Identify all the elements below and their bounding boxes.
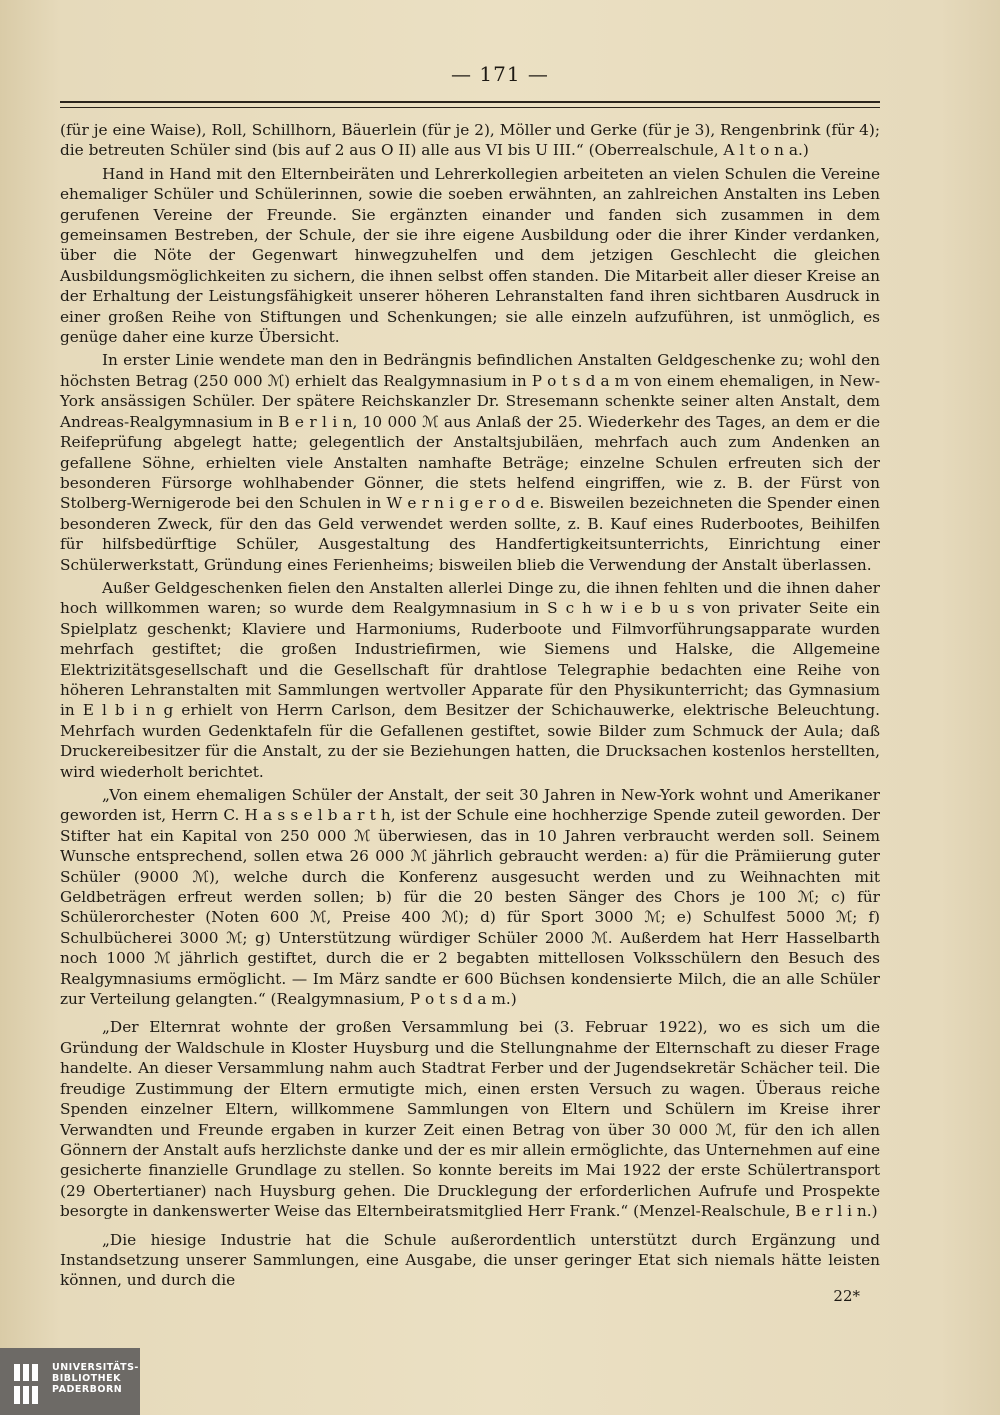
header-rule-thick <box>60 101 880 103</box>
paragraph-5: „Von einem ehemaligen Schüler der Anstalt, der seit 30 Jahren in New-York wohnt und Amerikaner geworden ist, Herrn C. H a s s e l b a r t h, ist der Schule eine hochherzige Spende zuteil geworden. Der Stifter hat ein Kapital von 250 000 ℳ überwiesen, das in 10 Jahren verbraucht werden soll. Seinem Wunsche entsprechend, sollen etwa 26 000 ℳ jährlich gebraucht werden: a) für die Prämiierung guter Schüler (9000 ℳ), welche durch die Konferenz ausgesucht werden und zu Weihnachten mit Geldbeträgen erfreut werden sollen; b) für die 20 besten Sänger des Chors je 100 ℳ; c) für Schülerorchester (Noten 600 ℳ, Preise 400 ℳ); d) für Sport 3000 ℳ; e) Schulfest 5000 ℳ; f) Schulbücherei 3000 ℳ; g) Unterstützung würdiger Schüler 2000 ℳ. Außerdem hat Herr Hasselbarth noch 1000 ℳ jährlich gestiftet, durch die er 2 begabten mittellosen Volksschülern den Besuch des Realgymnasiums ermöglicht. — Im März sandte er 600 Büchsen kondensierte Milch, die an alle Schüler zur Verteilung gelangten.“ (Realgymnasium, P o t s d a m.) <box>60 786 880 1009</box>
paragraph-6: „Der Elternrat wohnte der großen Versammlung bei (3. Februar 1922), wo es sich um die Gründung der Waldschule in Kloster Huysburg und die Stellungnahme der Elternschaft zu dieser Frage handelte. An dieser Versammlung nahm auch Stadtrat Ferber und der Jugendsekretär Schächer teil. Die freudige Zustimmung der Eltern ermutigte mich, einen ersten Versuch zu wagen. Überaus reiche Spenden einzelner Eltern, willkommene Sammlungen von Eltern und Schülern im Kreise ihrer Verwandten und Freunde ergaben in kurzer Zeit einen Betrag von über 30 000 ℳ, für den ich allen Gönnern der Anstalt aufs herzlichste danke und der es mir allein ermöglichte, das Unternehmen auf eine gesicherte finanzielle Grundlage zu stellen. So konnte bereits im Mai 1922 der erste Schülertransport (29 Obertertianer) nach Huysburg gehen. Die Drucklegung der erforderlichen Aufrufe und Prospekte besorgte in dankenswerter Weise das Elternbeiratsmitglied Herr Frank.“ (Menzel-Realschule, B e r l i n.) <box>60 1018 880 1221</box>
paragraph-2: Hand in Hand mit den Elternbeiräten und Lehrerkollegien arbeiteten an vielen Schulen die Vereine ehemaliger Schüler und Schülerinnen, sowie die soeben erwähnten, an zahlreichen Anstalten ins Leben gerufenen Vereine der Freunde. Sie ergänzten einander und fanden sich zusammen in dem gemeinsamen Bestreben, der Schule, der sie ihre eigene Ausbildung oder die ihrer Kinder verdanken, über die Nöte der Gegenwart hinwegzuhelfen und dem jetzigen Geschlecht die gleichen Ausbildungsmöglichkeiten zu sichern, die ihnen selbst offen standen. Die Mitarbeit aller dieser Kreise an der Erhaltung der Leistungsfähigkeit unserer höheren Lehranstalten fand ihren sichtbaren Ausdruck in einer großen Reihe von Stiftungen und Schenkungen; sie alle einzeln aufzuführen, ist unmöglich, es genüge daher eine kurze Übersicht. <box>60 164 880 347</box>
logo-line-2: BIBLIOTHEK <box>52 1373 121 1384</box>
paragraph-7: „Die hiesige Industrie hat die Schule außerordentlich unterstützt durch Ergänzung und Instandsetzung unserer Sammlungen, eine Ausgabe, die unser geringer Etat sich niemals hätte leisten können, und durch die <box>60 1230 880 1290</box>
paragraph-1: (für je eine Waise), Roll, Schillhorn, Bäuerlein (für je 2), Möller und Gerke (für je 3), Rengenbrink (für 4); die betreuten Schüler sind (bis auf 2 aus O II) alle aus VI bis U III.“ (Oberrealschule, A l t o n a.) <box>60 121 880 160</box>
logo-line-3: PADERBORN <box>52 1384 123 1395</box>
signature-mark: 22* <box>833 1287 860 1305</box>
logo-line-1: UNIVERSITÄTS- <box>52 1362 139 1373</box>
paragraph-4: Außer Geldgeschenken fielen den Anstalten allerlei Dinge zu, die ihnen fehlten und die ihnen daher hoch willkommen waren; so wurde dem Realgymnasium in S c h w i e b u s von privater Seite ein Spielplatz geschenkt; Klaviere und Harmoniums, Ruderboote und Filmvorführungsapparate wurden mehrfach gestiftet; die großen Industriefirmen, wie Siemens und Halske, die Allgemeine Elektrizitätsgesellschaft und die Gesellschaft für drahtlose Telegraphie bedachten eine Reihe von höheren Lehranstalten mit Sammlungen wertvoller Apparate für den Physikunterricht; das Gymnasium in E l b i n g erhielt von Herrn Carlson, dem Besitzer der Schichauwerke, elektrische Beleuchtung. Mehrfach wurden Gedenktafeln für die Gefallenen gestiftet, sowie Bilder zum Schmuck der Aula; daß Druckereibesitzer für die Anstalt, zu der sie Beziehungen hatten, die Drucksachen kostenlos herstellten, wird wiederholt berichtet. <box>60 578 880 781</box>
paragraph-3: In erster Linie wendete man den in Bedrängnis befindlichen Anstalten Geldgeschenke zu; wohl den höchsten Betrag (250 000 ℳ) erhielt das Realgymnasium in P o t s d a m von einem ehemaligen, in New-York ansässigen Schüler. Der spätere Reichskanzler Dr. Stresemann schenkte seiner alten Anstalt, dem Andreas-Realgymnasium in B e r l i n, 10 000 ℳ aus Anlaß der 25. Wiederkehr des Tages, an dem er die Reifeprüfung abgelegt hatte; gelegentlich der Anstaltsjubiläen, mehrfach auch zum Andenken an gefallene Söhne, erhielten viele Anstalten namhafte Beträge; einzelne Schulen erfreuten sich der besonderen Fürsorge wohlhabender Gönner, die stets helfend eingriffen, wie z. B. der Fürst von Stolberg-Wernigerode bei den Schulen in W e r n i g e r o d e. Bisweilen bezeichneten die Spender einen besonderen Zweck, für den das Geld verwendet werden sollte, z. B. Kauf eines Ruderbootes, Beihilfen für hilfsbedürftige Schüler, Ausgestaltung des Handfertigkeitsunterrichts, Einrichtung einer Schülerwerkstatt, Gründung eines Ferienheims; bisweilen blieb die Verwendung der Anstalt überlassen. <box>60 351 880 574</box>
library-logo-icon <box>12 1362 44 1406</box>
library-logo-text <box>52 1362 139 1395</box>
header-rule-thin <box>60 107 880 108</box>
library-logo <box>0 1348 140 1415</box>
page-number: — 171 — <box>451 62 549 86</box>
body-text <box>60 120 880 1291</box>
